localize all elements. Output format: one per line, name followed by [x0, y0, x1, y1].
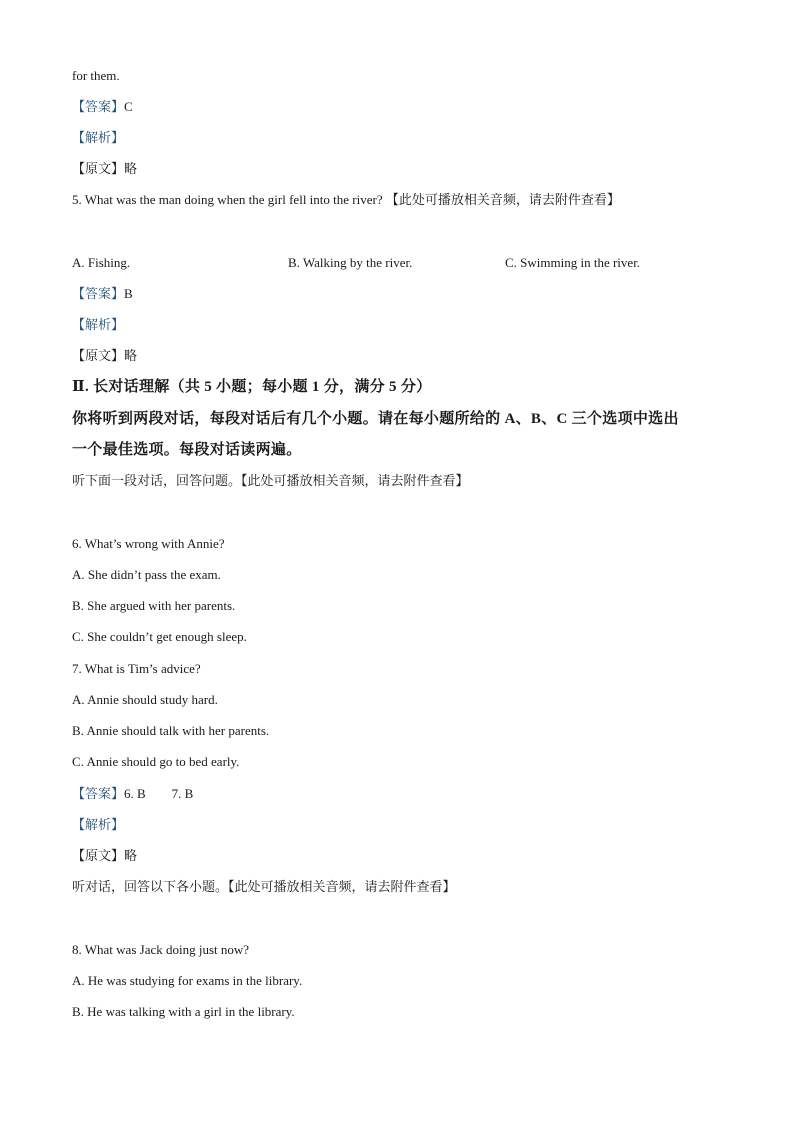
original-line	[72, 160, 137, 178]
original-tag: 【原文】	[72, 848, 125, 863]
answer-tag: 【答案】	[72, 99, 125, 114]
option-5a: A. Fishing.	[72, 255, 131, 270]
original-value: 略	[124, 348, 138, 363]
answer-line	[72, 98, 133, 116]
answer-tag: 【答案】	[72, 786, 125, 801]
question-7: 7. What is Tim’s advice?	[72, 661, 201, 676]
question-6: 6. What’s wrong with Annie?	[72, 536, 225, 551]
section-instruction: 一个最佳选项。每段对话读两遍。	[72, 442, 302, 458]
original-line	[72, 847, 137, 865]
question-8: 8. What was Jack doing just now?	[72, 942, 250, 957]
explanation-tag: 【解析】	[72, 317, 125, 332]
answer-value: C	[124, 99, 133, 114]
listen-instruction: 听下面一段对话，回答问题。【此处可播放相关音频，请去附件查看】	[72, 473, 469, 488]
option-6b: B. She argued with her parents.	[72, 598, 236, 613]
explanation-tag: 【解析】	[72, 130, 125, 145]
option-7c: C. Annie should go to bed early.	[72, 754, 240, 769]
answer-value: B	[124, 286, 133, 301]
text-line: for them.	[72, 68, 120, 83]
answer-value: 6. B 7. B	[124, 786, 194, 801]
section-instruction: 你将听到两段对话，每段对话后有几个小题。请在每小题所给的 A、B、C 三个选项中选出	[72, 411, 679, 427]
original-line	[72, 347, 137, 365]
option-7a: A. Annie should study hard.	[72, 692, 218, 707]
original-tag: 【原文】	[72, 348, 125, 363]
answer-line	[72, 285, 133, 303]
option-5b: B. Walking by the river.	[288, 255, 413, 270]
option-8a: A. He was studying for exams in the library.	[72, 973, 303, 988]
option-7b: B. Annie should talk with her parents.	[72, 723, 270, 738]
answer-line	[72, 785, 193, 803]
listen-instruction: 听对话，回答以下各小题。【此处可播放相关音频，请去附件查看】	[72, 879, 456, 894]
option-5c: C. Swimming in the river.	[505, 255, 641, 270]
explanation-tag: 【解析】	[72, 817, 125, 832]
answer-tag: 【答案】	[72, 286, 125, 301]
original-value: 略	[124, 848, 138, 863]
original-value: 略	[124, 161, 138, 176]
option-6a: A. She didn’t pass the exam.	[72, 567, 221, 582]
section-title: Ⅱ. 长对话理解（共 5 小题；每小题 1 分，满分 5 分）	[72, 379, 432, 395]
option-8b: B. He was talking with a girl in the library.	[72, 1004, 295, 1019]
original-tag: 【原文】	[72, 161, 125, 176]
option-6c: C. She couldn’t get enough sleep.	[72, 629, 247, 644]
question-5: 5. What was the man doing when the girl fell into the river? 【此处可播放相关音频，请去附件查看】	[72, 192, 620, 207]
